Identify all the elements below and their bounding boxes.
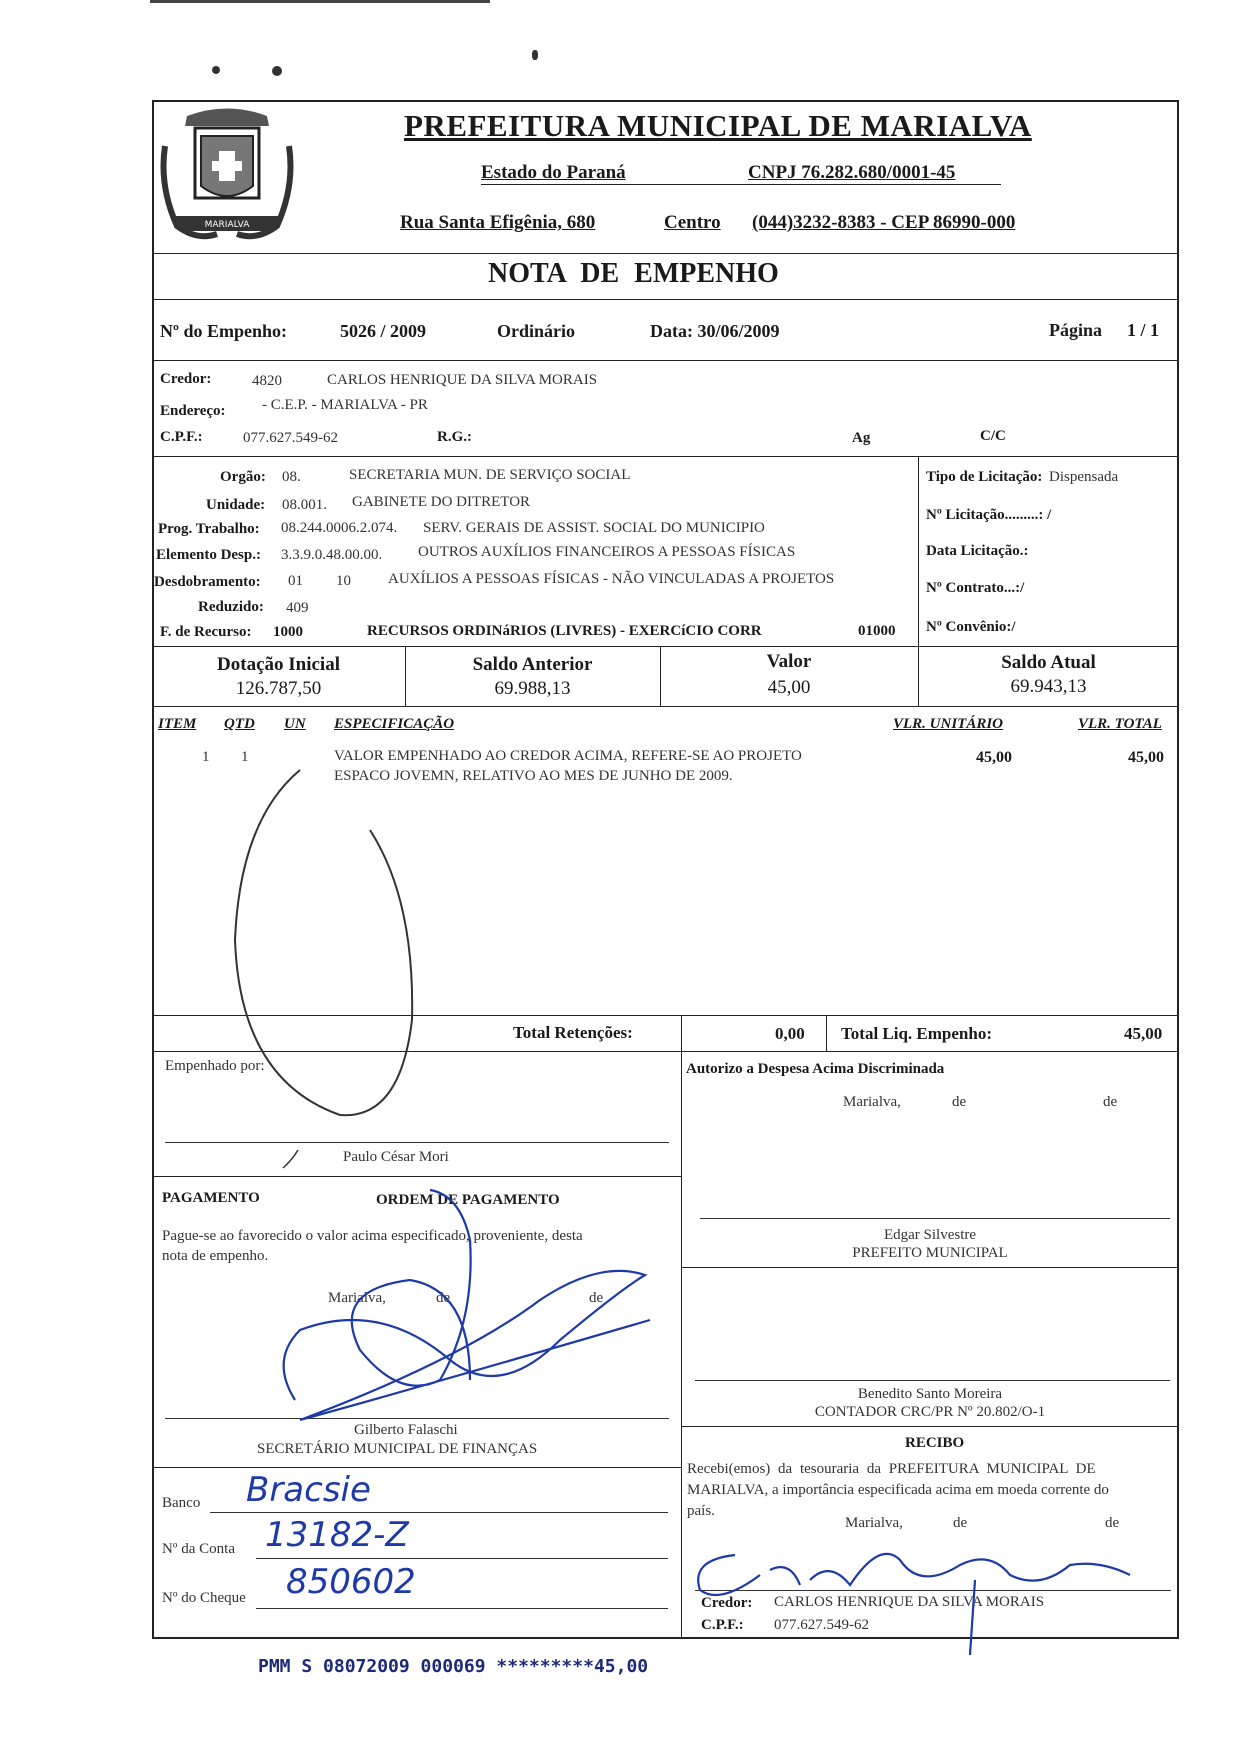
- recibo-text-line2: MARIALVA, a importância especificada acima em moeda corrente do: [687, 1482, 1109, 1498]
- item-col-header: ITEM: [158, 716, 197, 732]
- saldo-atual-label: Saldo Atual: [1001, 652, 1096, 673]
- recibo-label: RECIBO: [905, 1435, 965, 1451]
- elemento-value: OUTROS AUXÍLIOS FINANCEIROS A PESSOAS FÍSICAS: [418, 544, 796, 560]
- svg-text:MARIALVA: MARIALVA: [204, 220, 250, 230]
- recibo-de1: de: [953, 1515, 968, 1531]
- pagamento-signer-name: Gilberto Falaschi: [354, 1422, 458, 1438]
- dotacao-inicial-label: Dotação Inicial: [217, 654, 340, 675]
- data-licitacao-label: Data Licitação.:: [926, 543, 1029, 559]
- item-spec-line2: ESPACO JOVEMN, RELATIVO AO MES DE JUNHO DE 2009.: [334, 768, 733, 784]
- retencoes-label: Total Retenções:: [513, 1023, 633, 1042]
- ag-label: Ag: [852, 430, 871, 446]
- orgao-label: Orgão:: [220, 469, 266, 485]
- item-number: 1: [202, 749, 210, 765]
- pagamento-de1: de: [436, 1290, 451, 1306]
- credor-code: 4820: [252, 373, 282, 389]
- rg-label: R.G.:: [437, 429, 472, 445]
- desdobramento-label: Desdobramento:: [154, 574, 261, 590]
- saldo-anterior-label: Saldo Anterior: [472, 654, 593, 675]
- cheque-value-handwritten: 850602: [286, 1562, 416, 1602]
- dotacao-inicial-value: 126.787,50: [235, 678, 322, 699]
- elemento-code: 3.3.9.0.48.00.00.: [281, 547, 383, 563]
- header-district: Centro: [664, 212, 721, 233]
- prefeito-name: Edgar Silvestre: [883, 1227, 977, 1243]
- cpf-value: 077.627.549-62: [243, 430, 338, 446]
- pagamento-signer-role: SECRETÁRIO MUNICIPAL DE FINANÇAS: [257, 1441, 538, 1457]
- item-spec-line1: VALOR EMPENHADO AO CREDOR ACIMA, REFERE-SE AO PROJETO: [334, 748, 802, 764]
- recibo-text-line3: país.: [687, 1503, 715, 1519]
- un-col-header: UN: [284, 716, 306, 732]
- licitacao-number-label: Nº Licitação.........: /: [926, 507, 1052, 523]
- recibo-text-line1: Recebi(emos) da tesouraria da PREFEITURA MUNICIPAL DE: [687, 1461, 1096, 1477]
- pagamento-city: Marialva,: [328, 1290, 386, 1306]
- recurso-code2: 01000: [858, 623, 896, 639]
- endereco-label: Endereço:: [160, 403, 226, 419]
- contrato-label: Nº Contrato...:/: [926, 580, 1025, 596]
- reduzido-value: 409: [286, 600, 309, 616]
- pagamento-text-line2: nota de empenho.: [162, 1248, 269, 1264]
- pagamento-de2: de: [589, 1290, 604, 1306]
- valor-label: Valor: [766, 651, 812, 672]
- banco-label: Banco: [162, 1495, 201, 1511]
- cpf-label: C.P.F.:: [160, 429, 203, 445]
- empenho-date: Data: 30/06/2009: [650, 321, 780, 341]
- ordem-pagamento-label: ORDEM DE PAGAMENTO: [376, 1192, 560, 1208]
- reduzido-label: Reduzido:: [198, 599, 264, 615]
- prefeito-role: PREFEITO MUNICIPAL: [852, 1245, 1008, 1261]
- credor-label: Credor:: [160, 371, 212, 387]
- page-number: 1 / 1: [1127, 320, 1160, 340]
- unidade-label: Unidade:: [206, 497, 266, 513]
- retencoes-value: 0,00: [775, 1024, 805, 1043]
- empenhado-name: Paulo César Mori: [343, 1149, 449, 1165]
- item-total-value: 45,00: [1128, 749, 1164, 766]
- prog-value: SERV. GERAIS DE ASSIST. SOCIAL DO MUNICIPIO: [423, 520, 765, 536]
- scan-mark: [272, 66, 282, 76]
- empenho-type: Ordinário: [497, 321, 576, 341]
- conta-label: Nº da Conta: [162, 1541, 235, 1557]
- saldo-atual-value: 69.943,13: [1010, 676, 1087, 697]
- prog-label: Prog. Trabalho:: [158, 521, 260, 537]
- recibo-credor-name: CARLOS HENRIQUE DA SILVA MORAIS: [774, 1594, 1045, 1610]
- prog-code: 08.244.0006.2.074.: [281, 520, 398, 536]
- conta-value-handwritten: 13182-Z: [265, 1515, 409, 1555]
- header-cnpj: CNPJ 76.282.680/0001-45: [748, 162, 956, 183]
- tipo-licitacao-label: Tipo de Licitação:: [926, 469, 1043, 485]
- recibo-de2: de: [1105, 1515, 1120, 1531]
- autorizo-de1: de: [952, 1094, 967, 1110]
- recibo-cpf-value: 077.627.549-62: [774, 1617, 869, 1633]
- elemento-label: Elemento Desp.:: [156, 547, 261, 563]
- liq-empenho-value: 45,00: [1124, 1024, 1163, 1043]
- recibo-credor-label: Credor:: [701, 1595, 753, 1611]
- credor-name: CARLOS HENRIQUE DA SILVA MORAIS: [327, 372, 598, 388]
- header-street: Rua Santa Efigênia, 680: [400, 212, 596, 233]
- spec-col-header: ESPECIFICAÇÃO: [334, 716, 455, 732]
- tipo-licitacao-value: Dispensada: [1049, 469, 1119, 485]
- empenho-number: 5026 / 2009: [340, 321, 427, 341]
- desdobramento-value: AUXÍLIOS A PESSOAS FÍSICAS - NÃO VINCULADAS A PROJETOS: [388, 571, 835, 587]
- cheque-label: Nº do Cheque: [162, 1590, 246, 1606]
- qtd-col-header: QTD: [224, 716, 255, 732]
- valor-value: 45,00: [767, 677, 811, 698]
- recurso-code: 1000: [273, 624, 303, 640]
- empenho-number-label: Nº do Empenho:: [160, 321, 287, 341]
- scan-mark: [212, 66, 220, 74]
- item-qtd: 1: [241, 749, 249, 765]
- saldo-anterior-value: 69.988,13: [494, 678, 571, 699]
- contador-name: Benedito Santo Moreira: [857, 1386, 1003, 1402]
- orgao-value: SECRETARIA MUN. DE SERVIÇO SOCIAL: [349, 467, 631, 483]
- header-state: Estado do Paraná: [481, 162, 626, 183]
- scan-mark: [532, 50, 538, 60]
- contador-role: CONTADOR CRC/PR Nº 20.802/O-1: [814, 1404, 1046, 1420]
- pagamento-label: PAGAMENTO: [162, 1190, 260, 1206]
- desdobramento-code2: 10: [336, 573, 351, 589]
- unidade-value: GABINETE DO DITRETOR: [352, 494, 531, 510]
- autorizo-label: Autorizo a Despesa Acima Discriminada: [686, 1061, 945, 1077]
- convenio-label: Nº Convênio:/: [926, 619, 1016, 635]
- document-title: NOTA DE EMPENHO: [488, 258, 779, 289]
- endereco-value: - C.E.P. - MARIALVA - PR: [262, 397, 428, 413]
- page-label: Página: [1049, 320, 1103, 340]
- cc-label: C/C: [980, 428, 1006, 444]
- recurso-value: RECURSOS ORDINáRIOS (LIVRES) - EXERCíCIO CORR: [367, 623, 762, 639]
- header-phone-cep: (044)3232-8383 - CEP 86990-000: [752, 212, 1016, 233]
- liq-empenho-label: Total Liq. Empenho:: [841, 1024, 992, 1043]
- autorizo-city: Marialva,: [843, 1094, 901, 1110]
- total-value-col-header: VLR. TOTAL: [1078, 716, 1162, 732]
- recurso-label: F. de Recurso:: [160, 624, 252, 640]
- recibo-city: Marialva,: [845, 1515, 903, 1531]
- pagamento-text-line1: Pague-se ao favorecido o valor acima especificado, proveniente, desta: [162, 1228, 583, 1244]
- autorizo-de2: de: [1103, 1094, 1118, 1110]
- banco-value-handwritten: Bracsie: [246, 1470, 371, 1510]
- orgao-code: 08.: [282, 469, 301, 485]
- unidade-code: 08.001.: [282, 497, 327, 513]
- footer-print-code: PMM S 08072009 000069 *********45,00: [258, 1656, 649, 1677]
- item-unit-value: 45,00: [976, 749, 1012, 766]
- desdobramento-code1: 01: [288, 573, 303, 589]
- unit-value-col-header: VLR. UNITÁRIO: [893, 716, 1004, 732]
- recibo-cpf-label: C.P.F.:: [701, 1617, 744, 1633]
- header-title: PREFEITURA MUNICIPAL DE MARIALVA: [404, 108, 1032, 143]
- empenhado-label: Empenhado por:: [165, 1058, 265, 1074]
